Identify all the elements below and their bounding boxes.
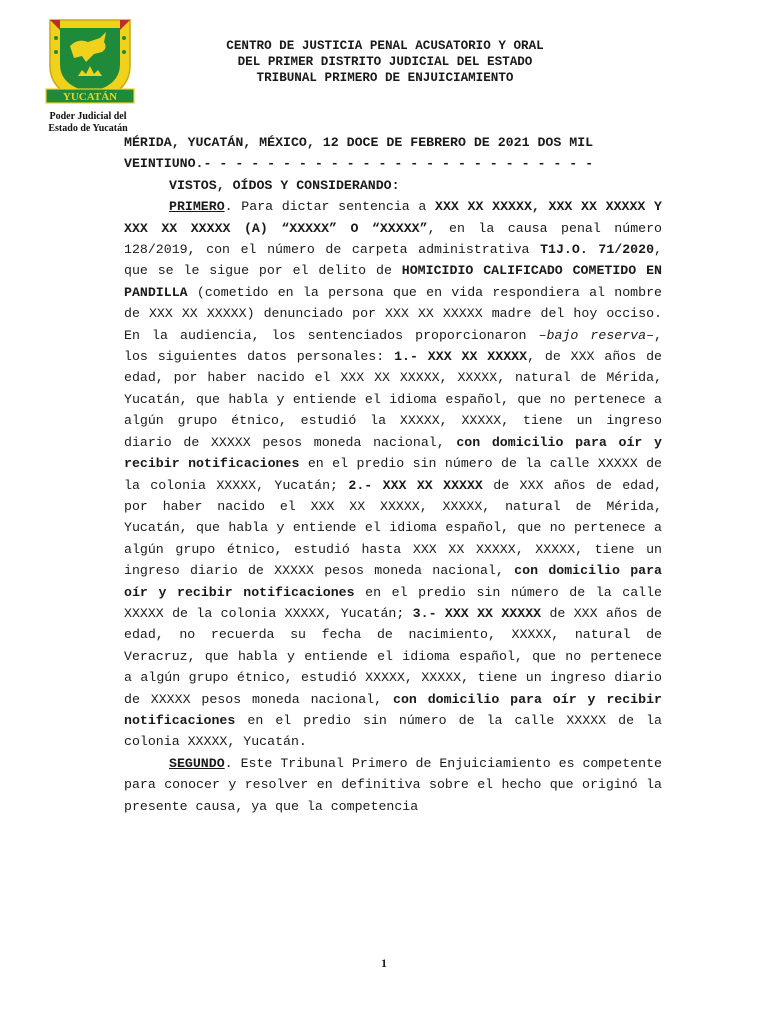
text-span: , de XXX años de edad, por haber nacido el XXX XX XXXXX, XXXXX, natural de Mérida, Yucatán, que habla y entiende el idioma español, que no pertenece a algún grupo étnico, estudió la XXXXX, XXXXX, tiene un ingreso diario de XXXXX pesos moneda nacional,	[124, 349, 662, 450]
primero-heading: PRIMERO	[169, 199, 225, 215]
text-span: (cometido en la persona que en vida respondiera al nombre de XXX XX XXXXX) denunciado por XXX XX XXXXX madre del hoy occiso. En la audiencia, los sentenciados proporcionaron	[124, 284, 662, 343]
text-span: de XXX años de edad, por haber nacido el XXX XX XXXXX, XXXXX, natural de Mérida, Yucatán, que habla y entiende el idioma español, que no pertenece a algún grupo étnico, estudió hasta XXX XX XXXXX, XXXXX, tiene un ingreso diario de XXXXX pesos moneda nacional,	[124, 477, 662, 579]
page-number: 1	[381, 956, 387, 970]
date-line-2: VEINTIUNO.- - - - - - - - - - - - - - - - - - - - - - - - -	[124, 156, 594, 172]
logo-banner-text: YUCATÁN	[62, 91, 118, 103]
document-header	[140, 38, 630, 86]
document-body	[124, 132, 662, 817]
bold-span: con domicilio para oír y recibir notificaciones	[124, 691, 662, 728]
text-span: , que se le sigue por el delito de	[124, 242, 662, 279]
text-span: en el predio sin número de la calle XXXXX de la colonia XXXXX, Yucatán;	[124, 584, 662, 621]
bold-span: XXX XX XXXXX, XXX XX XXXXX Y XXX XX XXXXX (A) “XXXXX” O “XXXXX”	[124, 199, 663, 236]
segundo-paragraph	[124, 753, 662, 817]
vistos-heading: VISTOS, OÍDOS Y CONSIDERANDO:	[169, 177, 400, 193]
text-span: . Para dictar sentencia a	[224, 199, 436, 215]
bold-span: con domicilio para oír y recibir notificaciones	[124, 563, 662, 600]
header-line1: CENTRO DE JUSTICIA PENAL ACUSATORIO Y ORAL	[226, 39, 544, 53]
primero-paragraph	[124, 196, 662, 753]
text-span: en el predio sin número de la calle XXXXX de la colonia XXXXX, Yucatán.	[124, 712, 662, 750]
yucatan-coat-of-arms-icon	[42, 16, 138, 108]
italic-span: –bajo reserva–	[538, 327, 655, 343]
text-span: en el predio sin número de la calle XXXXX de la colonia XXXXX, Yucatán;	[124, 456, 662, 493]
bold-span: HOMICIDIO CALIFICADO COMETIDO EN PANDILLA	[124, 263, 662, 300]
date-line	[124, 132, 662, 175]
bold-span: 3.- XXX XX XXXXX	[412, 605, 542, 621]
logo-caption-line1: Poder Judicial del	[49, 111, 127, 122]
logo-caption-line2: Estado de Yucatán	[48, 123, 128, 134]
text-span: , en la causa penal número 128/2019, con el número de carpeta administrativa	[124, 220, 662, 258]
bold-span: T1J.O. 71/2020	[540, 242, 655, 258]
text-span: , los siguientes datos personales:	[124, 327, 662, 365]
text-span: de XXX años de edad, no recuerda su fecha de nacimiento, XXXXX, natural de Veracruz, que habla y entiende el idioma español, que no pertenece a algún grupo étnico, estudió XXXXX, XXXXX, tiene un ingreso diario de XXXXX pesos moneda nacional,	[124, 605, 662, 707]
header-line3: TRIBUNAL PRIMERO DE ENJUICIAMIENTO	[256, 71, 514, 85]
segundo-heading: SEGUNDO	[169, 755, 225, 771]
judicial-logo	[40, 16, 140, 108]
bold-span: con domicilio para oír y recibir notificaciones	[124, 434, 662, 472]
bold-span: 2.- XXX XX XXXXX	[348, 477, 483, 493]
header-line2: DEL PRIMER DISTRITO JUDICIAL DEL ESTADO	[237, 55, 533, 69]
date-line-1: MÉRIDA, YUCATÁN, MÉXICO, 12 DOCE DE FEBRERO DE 2021 DOS MIL	[124, 135, 594, 150]
bold-span: 1.- XXX XX XXXXX	[394, 349, 528, 365]
text-span: . Este Tribunal Primero de Enjuiciamiento es competente para conocer y resolver en definitiva sobre el hecho que originó la presente causa, ya que la competencia	[124, 755, 662, 814]
